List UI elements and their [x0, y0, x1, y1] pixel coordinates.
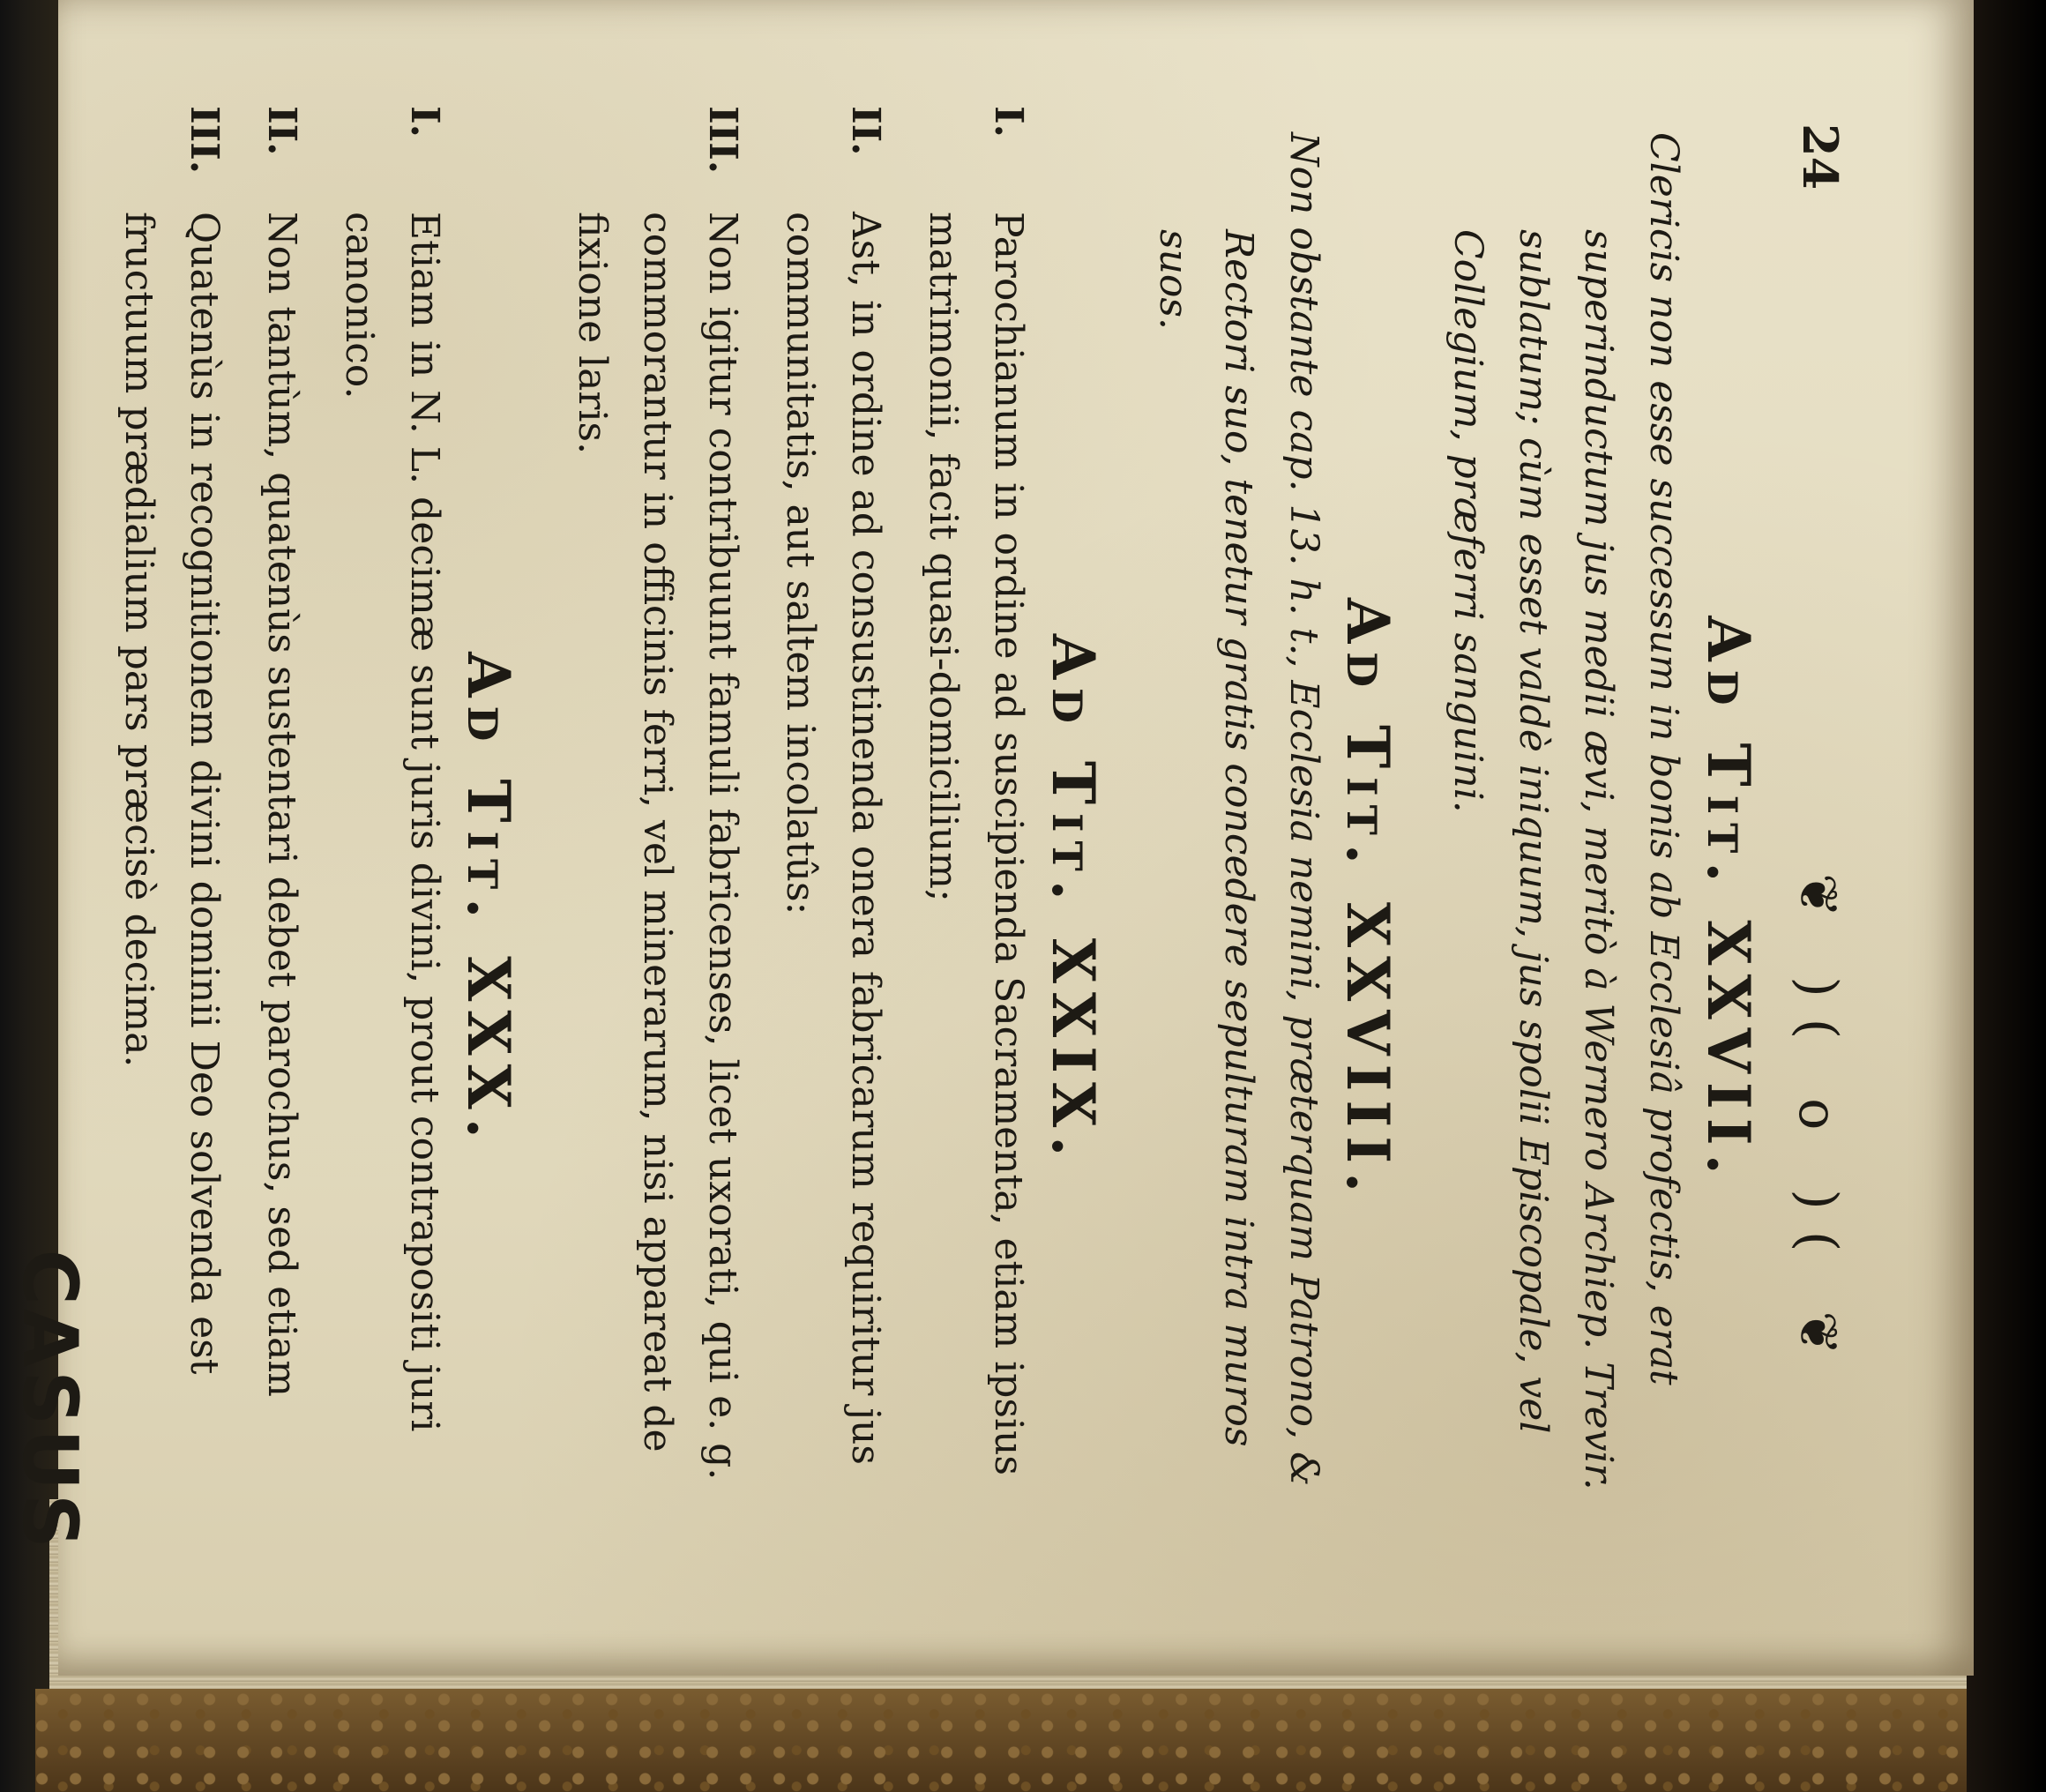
paragraph: Clericis non esse successum in bonis ab Ecclesiâ profectis, erat superinductum jus medii ævi, meritò à Wernero Archiep. Trevir. sublatum; cùm esset valdè iniquum, jus spolii Episcopale, vel Collegium, præferri sanguini.	[1445, 132, 1687, 1490]
book-page	[4, 0, 1974, 1676]
item-number: II.	[843, 106, 889, 156]
item-text: Ast, in ordine ad consustinenda onera fabricarum requiritur jus communitatis, aut saltem incolatûs:	[778, 212, 889, 1465]
item-text: Parochianum in ordine ad suscipienda Sacramenta, etiam ipsius matrimonii, facit quasi-domicilium;	[921, 212, 1032, 1475]
page-number: 24	[1792, 123, 1848, 190]
list-item	[910, 106, 1041, 1570]
item-number: II.	[258, 106, 304, 156]
list-item	[767, 106, 898, 1570]
header-ornament: ❦ )( o )( ❦	[1787, 873, 1848, 1377]
section-title-xxix: Ad Tit. XXIX.	[1038, 633, 1108, 1166]
list-item	[249, 106, 314, 1570]
item-number: III.	[181, 106, 227, 175]
item-text: Non igitur contribuunt famuli fabricenses, licet uxorati, qui e. g. commorantur in officinis ferri, vel minerarum, nisi appareat de fixione laris.	[570, 212, 746, 1481]
item-number: III.	[700, 106, 746, 175]
catchword: CASUS	[4, 1249, 93, 1552]
paragraph: Non obstante cap. 13. h. t., Ecclesia nemini, præterquam Patrono, & Rectori suo, tenetur gratis concedere sepulturam intra muros suos.	[1150, 132, 1326, 1487]
item-text: Non tantùm, quatenùs sustentari debet parochus, sed etiam	[258, 212, 304, 1397]
item-number: I.	[986, 106, 1032, 138]
item-text: Quatenùs in recognitionem divini dominii Deo solvenda est fructuum prædialium pars præcisè decima.	[116, 212, 227, 1375]
book-board-right	[1967, 0, 2046, 1792]
section-title-xxx: Ad Tit. XXX.	[454, 652, 524, 1147]
list-item	[106, 106, 236, 1570]
item-number: I.	[401, 106, 447, 138]
book-board-bottom	[35, 1689, 1984, 1792]
section-title-xxviii: Ad Tit. XXVIII.	[1333, 597, 1403, 1202]
list-item	[326, 106, 457, 1570]
list-item	[559, 106, 755, 1570]
section-title-xxvii: Ad Tit. XXVII.	[1694, 616, 1763, 1183]
page-text-block	[4, 0, 1875, 1570]
item-text: Etiam in N. L. decimæ sunt juris divini, prout contrapositi juri canonico.	[336, 212, 447, 1432]
running-header	[1760, 106, 1875, 1570]
